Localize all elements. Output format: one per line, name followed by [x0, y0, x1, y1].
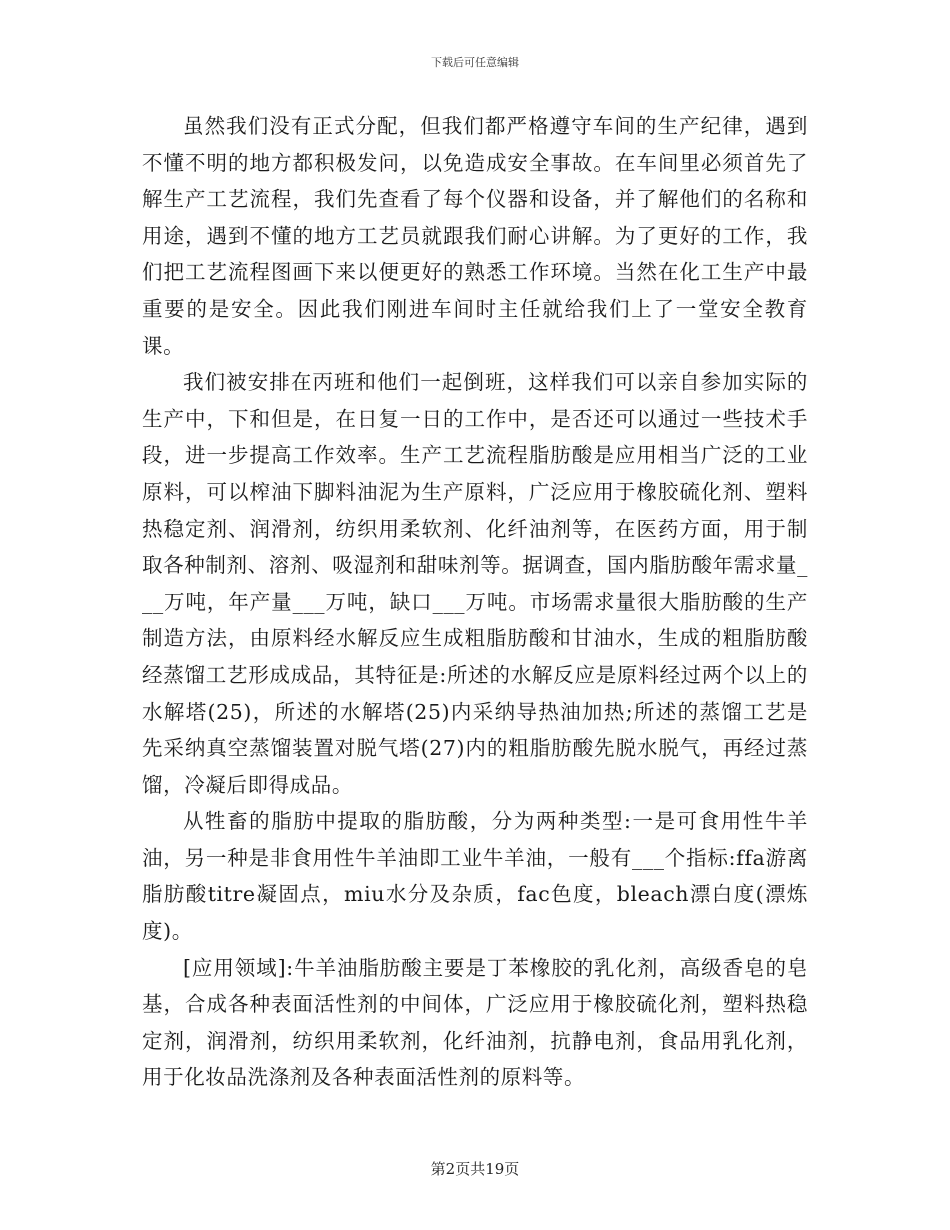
page-header: 下载后可任意编辑	[431, 56, 519, 69]
paragraph-tallow-fatty-acid: 从牲畜的脂肪中提取的脂肪酸，分为两种类型:一是可食用性牛羊油，另一种是非食用性牛羊油即工业牛羊油，一般有___个指标:ffa游离脂肪酸titre凝固点，miu水分及杂质，fac色度，bleach漂白度(漂炼度)。	[142, 809, 808, 944]
paragraph-production-process: 我们被安排在丙班和他们一起倒班，这样我们可以亲自参加实际的生产中，下和但是，在日复一日的工作中，是否还可以通过一些技术手段，进一步提高工作效率。生产工艺流程脂肪酸是应用相当广泛的工业原料，可以榨油下脚料油泥为生产原料，广泛应用于橡胶硫化剂、塑料热稳定剂、润滑剂，纺织用柔软剂、化纤油剂等，在医药方面，用于制取各种制剂、溶剂、吸湿剂和甜味剂等。据调查，国内脂肪酸年需求量___万吨，年产量___万吨，缺口___万吨。市场需求量很大脂肪酸的生产制造方法，由原料经水解反应生成粗脂肪酸和甘油水，生成的粗脂肪酸经蒸馏工艺形成成品，其特征是:所述的水解反应是原料经过两个以上的水解塔(25)，所述的水解塔(25)内采纳导热油加热;所述的蒸馏工艺是先采纳真空蒸馏装置对脱气塔(27)内的粗脂肪酸先脱水脱气，再经过蒸馏，冷凝后即得成品。	[142, 370, 808, 797]
page-number: 第2页共19页	[430, 1160, 520, 1178]
paragraph-safety-training: 虽然我们没有正式分配，但我们都严格遵守车间的生产纪律，遇到不懂不明的地方都积极发问，以免造成安全事故。在车间里必须首先了解生产工艺流程，我们先查看了每个仪器和设备，并了解他们的名称和用途，遇到不懂的地方工艺员就跟我们耐心讲解。为了更好的工作，我们把工艺流程图画下来以便更好的熟悉工作环境。当然在化工生产中最重要的是安全。因此我们刚进车间时主任就给我们上了一堂安全教育课。	[142, 114, 808, 358]
document-body	[142, 108, 808, 1096]
paragraph-application-fields: [应用领域]:牛羊油脂肪酸主要是丁苯橡胶的乳化剂，高级香皂的皂基，合成各种表面活性剂的中间体，广泛应用于橡胶硫化剂，塑料热稳定剂，润滑剂，纺织用柔软剂，化纤油剂，抗静电剂，食品用乳化剂，用于化妆品洗涤剂及各种表面活性剂的原料等。	[142, 955, 808, 1090]
